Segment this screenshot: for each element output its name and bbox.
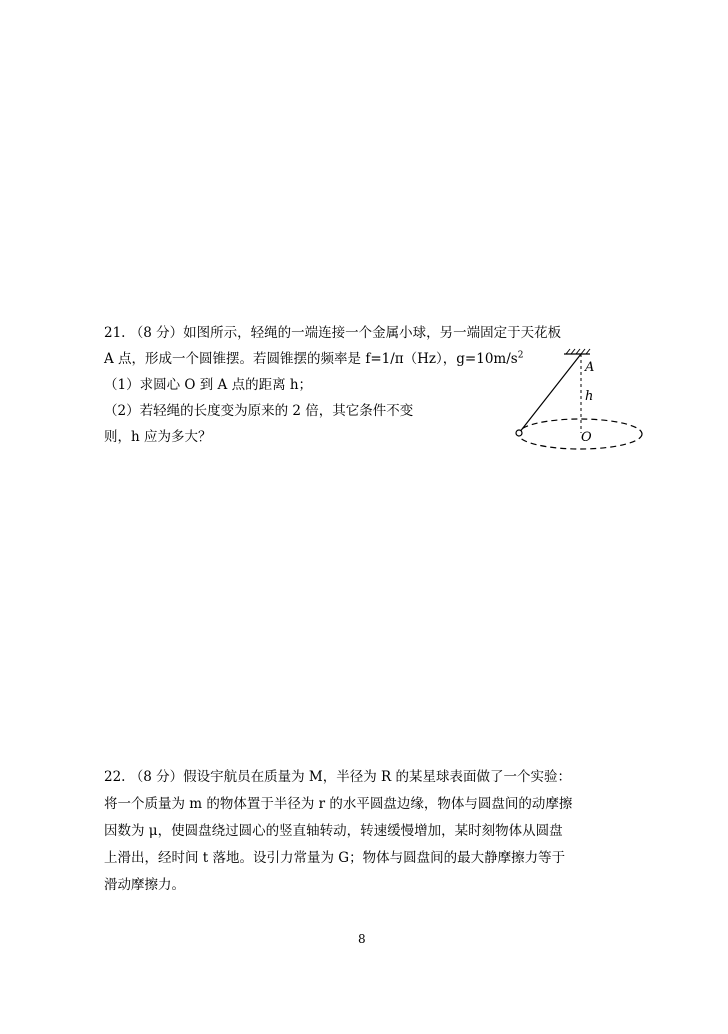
pendulum-string [519,354,581,433]
q22-line-1: 22. （8 分）假设宇航员在质量为 M，半径为 R 的某星球表面做了一个实验： [104,769,572,785]
label-O: O [581,430,592,445]
q22-line-4: 上滑出，经时间 t 落地。设引力常量为 G；物体与圆盘间的最大静摩擦力等于 [104,850,566,866]
q21-line-3: （1）求圆心 O 到 A 点的距离 h； [104,377,313,393]
q22-line-5: 滑动摩擦力。 [104,877,185,893]
conical-pendulum-diagram [508,346,648,456]
q21-line-1: 21. （8 分）如图所示，轻绳的一端连接一个金属小球，另一端固定于天花板 [104,325,562,341]
ceiling-hatch [566,349,590,354]
superscript-2: 2 [517,350,524,361]
q21-line-2 [104,347,523,367]
q21-line-5: 则，h 应为多大？ [104,429,212,445]
q21-line-2-text: A 点，形成一个圆锥摆。若圆锥摆的频率是 f=1/π（Hz），g=10m/s [104,351,518,367]
q22-line-3: 因数为 μ，使圆盘绕过圆心的竖直轴转动，转速缓慢增加，某时刻物体从圆盘 [104,823,563,839]
label-A: A [585,360,595,375]
page-number: 8 [358,932,366,946]
circular-path [518,419,642,449]
label-h: h [585,389,594,404]
metal-ball [516,430,522,436]
q21-line-4: （2）若轻绳的长度变为原来的 2 倍，其它条件不变 [104,403,414,419]
q22-line-2: 将一个质量为 m 的物体置于半径为 r 的水平圆盘边缘，物体与圆盘间的动摩擦 [104,796,573,812]
